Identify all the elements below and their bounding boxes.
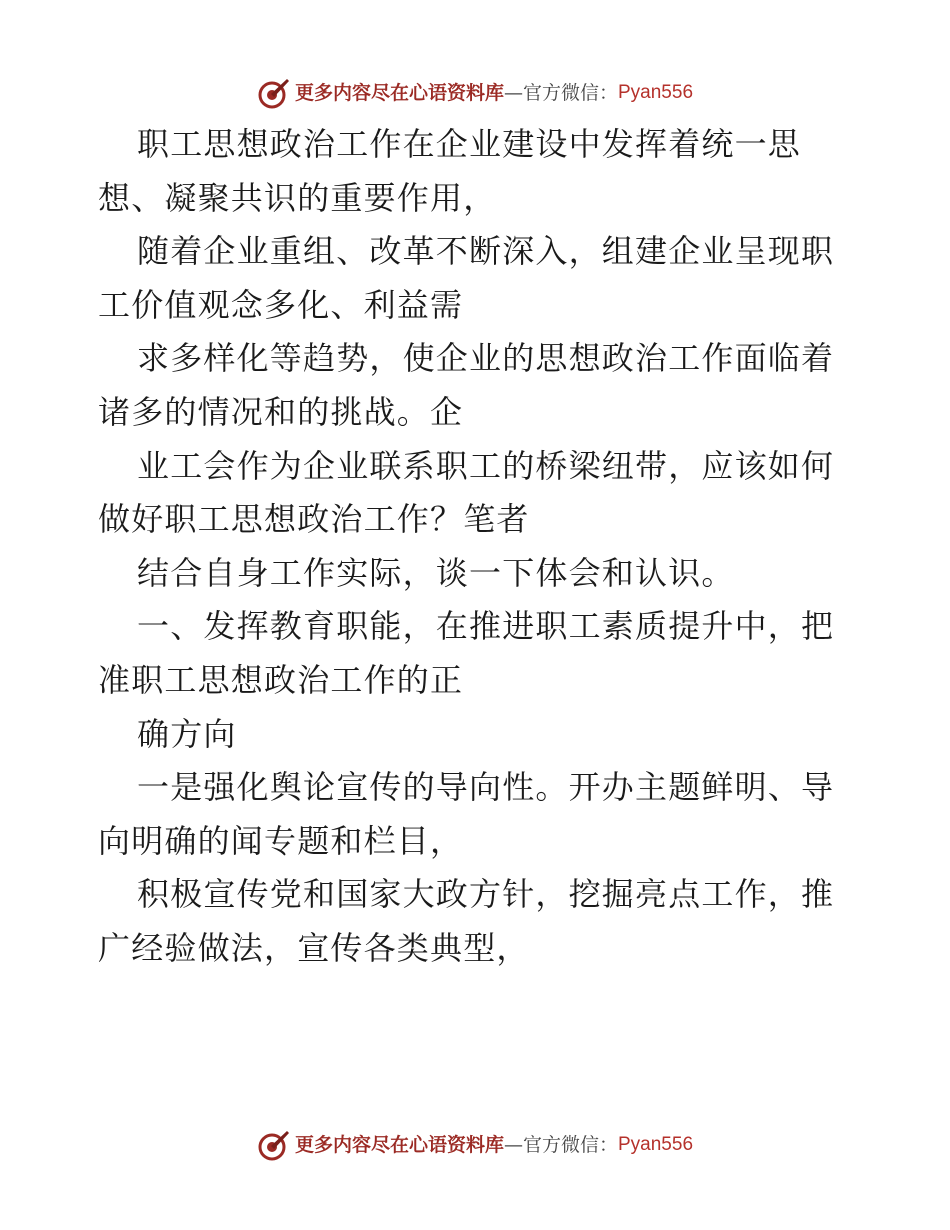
brush-seal-icon <box>257 76 291 110</box>
brush-seal-icon <box>257 1128 291 1162</box>
watermark-main-text: 更多内容尽在心语资料库 <box>294 82 504 104</box>
body-line: 做好职工思想政治工作？笔者 <box>98 500 530 539</box>
body-line: 想、凝聚共识的重要作用， <box>98 178 497 217</box>
body-line: 一是强化舆论宣传的导向性。开办主题鲜明、导 <box>137 768 835 807</box>
body-line: 一、发挥教育职能，在推进职工素质提升中，把 <box>137 607 835 646</box>
body-line: 结合自身工作实际，谈一下体会和认识。 <box>137 553 735 592</box>
body-line: 准职工思想政治工作的正 <box>98 660 464 699</box>
body-line: 向明确的闻专题和栏目， <box>98 821 464 860</box>
body-line: 业工会作为企业联系职工的桥梁纽带，应该如何 <box>137 446 835 485</box>
body-line: 确方向 <box>137 714 237 753</box>
footer-watermark <box>0 1128 950 1162</box>
watermark-separator: —官方微信： <box>503 82 618 104</box>
watermark-separator: —官方微信： <box>503 1134 618 1156</box>
body-line: 广经验做法，宣传各类典型， <box>98 928 530 967</box>
watermark-account: Pyan556 <box>618 82 694 103</box>
header-watermark <box>0 76 950 110</box>
body-line: 工价值观念多化、利益需 <box>98 285 464 324</box>
body-line: 诸多的情况和的挑战。企 <box>98 392 464 431</box>
body-line: 职工思想政治工作在企业建设中发挥着统一思 <box>137 125 802 163</box>
body-line: 随着企业重组、改革不断深入，组建企业呈现职 <box>137 232 835 271</box>
watermark-main-text: 更多内容尽在心语资料库 <box>294 1134 504 1156</box>
document-body <box>98 118 858 976</box>
watermark-account: Pyan556 <box>618 1134 694 1155</box>
body-line: 积极宣传党和国家大政方针，挖掘亮点工作，推 <box>137 875 835 914</box>
body-line: 求多样化等趋势，使企业的思想政治工作面临着 <box>137 339 835 378</box>
